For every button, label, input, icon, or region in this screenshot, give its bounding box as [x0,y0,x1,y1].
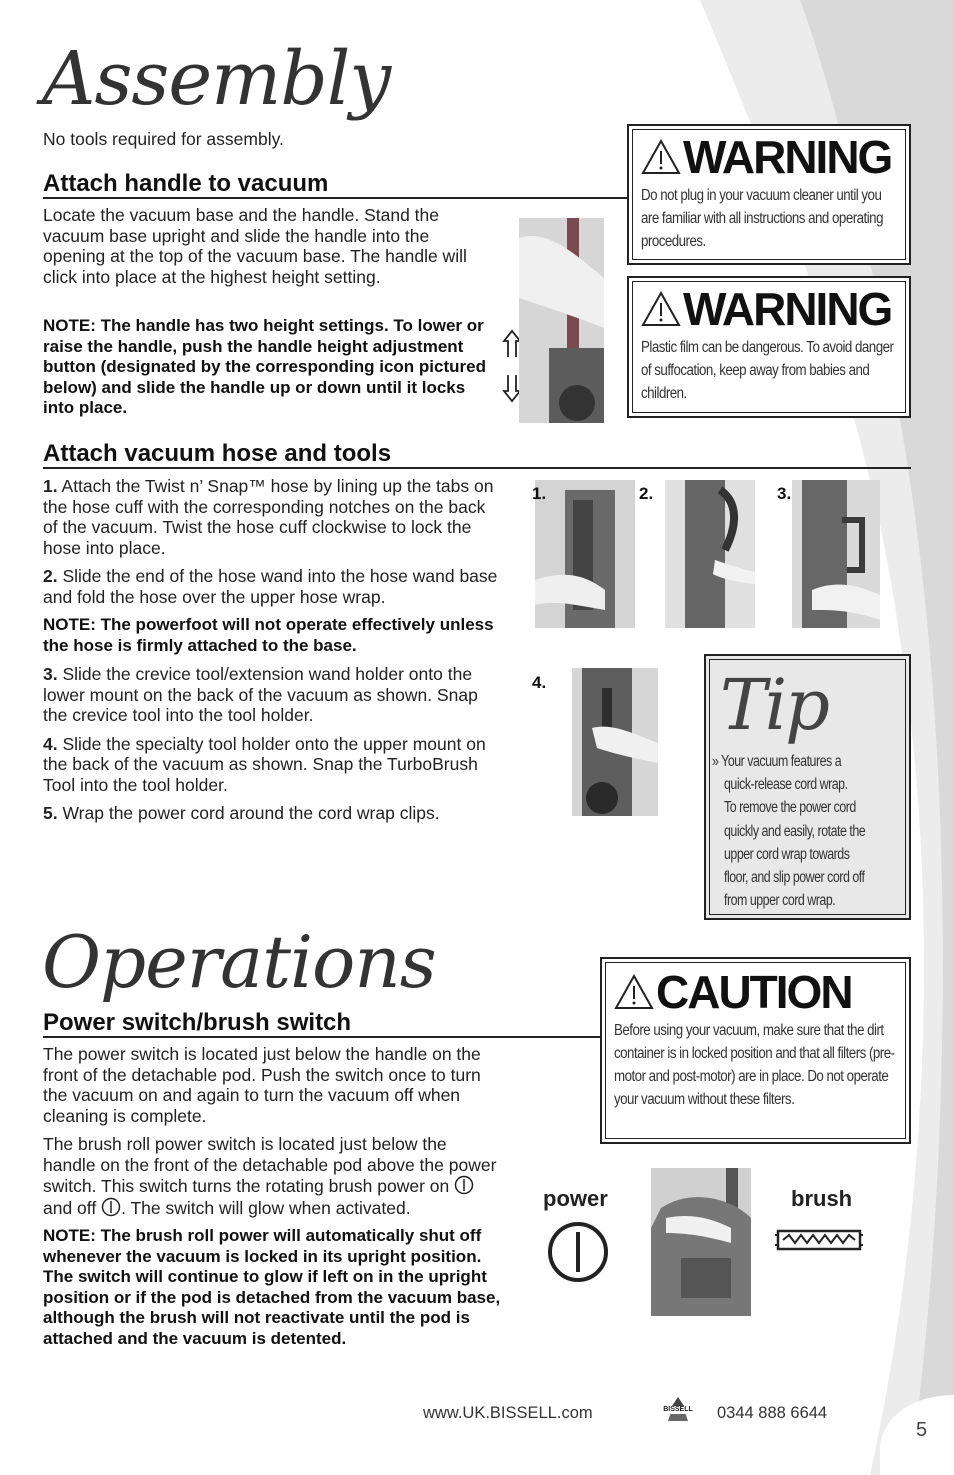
photo-label-4: 4. [532,673,547,692]
power-switch-rule [43,1036,601,1038]
attach-handle-rule [43,197,628,199]
power-switch-heading: Power switch/brush switch [43,1009,352,1036]
warning-box-1 [627,124,911,265]
photo-label-3: 3. [777,484,792,503]
hose-note: NOTE: The powerfoot will not operate effectively unless the hose is firmly attached to the base. [43,615,494,655]
step5-number: 5. [43,803,58,823]
brush-off-icon [101,1197,121,1217]
attach-hose-rule [43,467,911,469]
tip-bullet: » [712,753,719,770]
operations-body [43,1044,503,1357]
caution-text: Before using your vacuum, make sure that the dirt container is in locked position and that all filters (pre-motor and post-motor) are in place. Do not operate your vacuum without these filters. [614,1022,895,1108]
step2-photo [665,480,755,628]
caution-box [600,957,911,1144]
photo-label-1: 1. [532,484,547,503]
step1-photo [535,480,635,628]
step3-text: Slide the crevice tool/extension wand holder onto the lower mount on the back of the vacuum as shown. Snap the crevice tool into the tool holder. [43,664,478,725]
step2-number: 2. [43,566,58,586]
attach-hose-heading: Attach vacuum hose and tools [43,440,392,467]
step4-number: 4. [43,733,58,754]
warning-triangle-icon [641,139,681,175]
footer-website[interactable]: www.UK.BISSELL.com [423,1404,593,1422]
bissell-logo [656,1395,700,1423]
operations-para1: The power switch is located just below the handle on the front of the detachable pod. Push the switch once to turn the vacuum on and again to turn the vacuum off when cleaning is complete. [43,1044,481,1126]
warning-text-1: Do not plug in your vacuum cleaner until you are familiar with all instructions and operating procedures. [641,187,883,250]
operations-note: NOTE: The brush roll power will automatically shut off whenever the vacuum is locked in its upright position. The switch will continue to glow if left on in the upright position or if the pod is detached from the vacuum base, although the brush will not reactivate until the pod is attached and the vacuum is detented. [43,1226,501,1348]
attach-handle-heading: Attach handle to vacuum [43,170,329,197]
step4-photo [572,668,658,816]
step3-photo [792,480,880,628]
pod-switch-photo [651,1168,751,1316]
warning-text-2: Plastic film can be dangerous. To avoid danger of suffocation, keep away from babies and children. [641,339,894,402]
brush-on-icon [454,1175,474,1195]
power-switch-icon [546,1220,610,1284]
attach-handle-note: NOTE: The handle has two height settings. To lower or raise the handle, push the handle height adjustment button (designated by the corresponding icon pictured below) and slide the handle up or down until it locks into place. [43,316,486,417]
page-number: 5 [916,1419,928,1441]
power-label: power [543,1186,608,1211]
warning-title-1: WARNING [683,131,892,183]
operations-para2: The brush roll power switch is located just below the handle on the front of the detachable pod above the power switch. This switch turns the rotating brush power on and off . The switch will glow when activated. [43,1134,497,1218]
assembly-intro: No tools required for assembly. [43,129,284,149]
warning-box-2 [627,276,911,418]
warning-triangle-icon [641,291,681,327]
operations-title: Operations [42,920,436,1004]
attach-handle-photo [519,218,604,423]
bissell-logo-text: BISSELL [656,1406,700,1414]
brush-roll-icon [775,1225,863,1255]
step1-number: 1. [43,476,58,496]
step4-text: Slide the specialty tool holder onto the upper mount on the back of the vacuum as shown. Snap the TurboBrush Tool into the tool holder. [43,733,486,795]
step3-number: 3. [43,664,58,684]
tip-title: Tip [720,664,828,746]
step1-text: Attach the Twist n’ Snap™ hose by lining up the tabs on the hose cuff with the corresponding notches on the back of the vacuum. Twist the hose cuff clockwise to lock the hose into place. [43,476,494,558]
warning-title-2: WARNING [683,283,892,335]
caution-triangle-icon [614,974,654,1010]
brush-label: brush [791,1186,853,1211]
caution-title: CAUTION [656,966,852,1018]
step5-text: Wrap the power cord around the cord wrap clips. [62,803,440,823]
step2-text: Slide the end of the hose wand into the hose wand base and fold the hose over the upper hose wrap. [43,566,498,607]
tip-text: » Your vacuum features a quick-release cord wrap. To remove the power cord quickly and easily, rotate the upper cord wrap towards floor, and slip power cord off from upper cord wrap. [712,753,866,910]
tip-box [704,654,911,920]
attach-hose-steps [43,476,501,832]
footer-phone: 0344 888 6644 [717,1404,828,1422]
photo-label-2: 2. [639,484,654,503]
attach-handle-body: Locate the vacuum base and the handle. Stand the vacuum base upright and slide the handle into the opening at the top of the vacuum base. The handle will click into place at the highest height setting. [43,205,467,287]
assembly-title: Assembly [42,36,391,122]
